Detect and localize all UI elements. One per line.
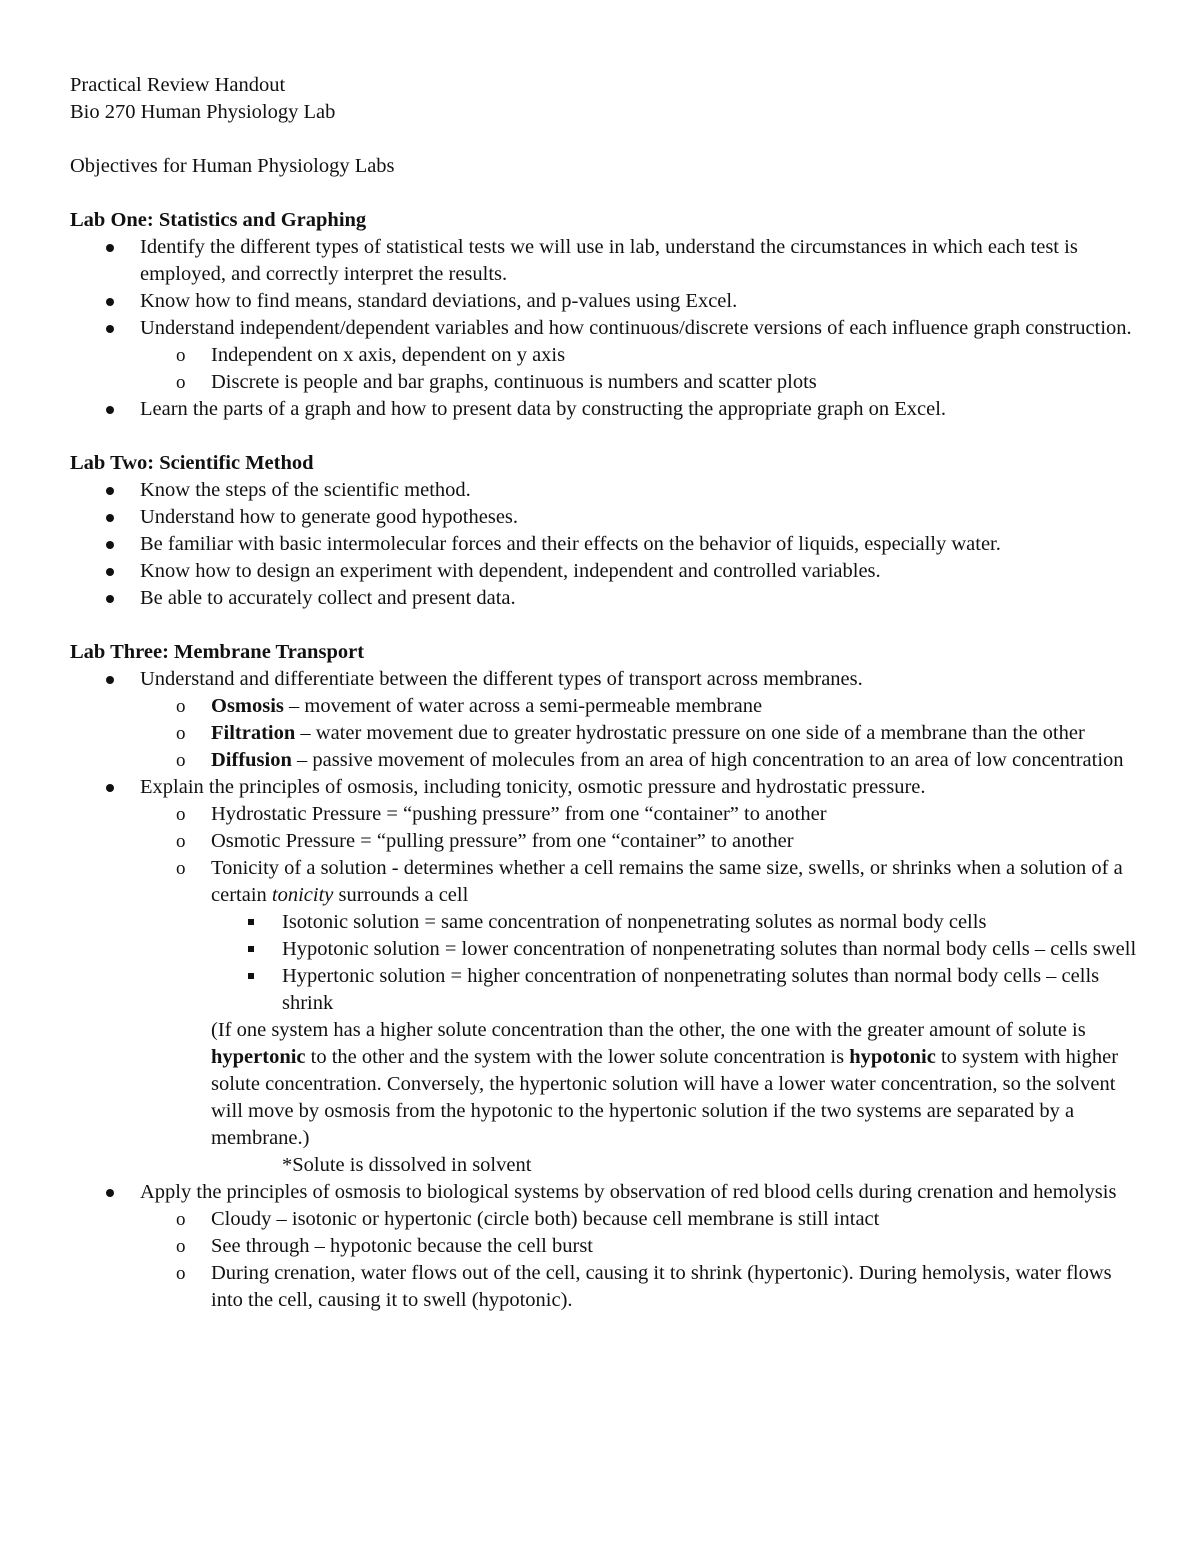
bullet-icon	[106, 244, 114, 252]
course-title: Bio 270 Human Physiology Lab	[70, 101, 336, 123]
tonicity-note: (If one system has a higher solute concentration than the other, the one with the greater amount of solute is hypertonic to the other and the system with the lower solute concentration is hypotonic to system with higher solute concentration. Conversely, the hypertonic solution will have a lower water concentration, so the solvent will move by osmosis from the hypotonic to the hypertonic solution if the two systems are separated by a membrane.)	[211, 1019, 1119, 1149]
circle-bullet-icon: o	[176, 804, 186, 825]
lab2-heading: Lab Two: Scientific Method	[70, 452, 314, 474]
list-item: o Filtration – water movement due to greater hydrostatic pressure on one side of a membrane than the other	[70, 720, 1140, 747]
list-item: Hypertonic solution = higher concentration of nonpenetrating solutes than normal body cells – cells shrink	[70, 963, 1140, 1017]
circle-bullet-icon: o	[176, 372, 186, 393]
list-item: o Independent on x axis, dependent on y axis	[70, 342, 1140, 369]
solute-note: *Solute is dissolved in solvent	[282, 1154, 532, 1176]
list-item: o Osmosis – movement of water across a semi-permeable membrane	[70, 693, 1140, 720]
lab3-list	[70, 666, 1140, 1314]
circle-bullet-icon: o	[176, 1263, 186, 1284]
list-item: Apply the principles of osmosis to biological systems by observation of red blood cells during crenation and hemolysis o Cloudy – isotonic or hypertonic (circle both) because cell membrane is still intact o See through – hypotonic because the cell burst o During crenation, water flows out of the cell, causing it to shrink (hypertonic). During hemolysis, water flows into the cell, causing it to swell (hypotonic).	[70, 1179, 1140, 1314]
square-bullet-icon	[248, 946, 254, 952]
circle-bullet-icon: o	[176, 831, 186, 852]
list-item: Hypotonic solution = lower concentration of nonpenetrating solutes than normal body cells – cells swell	[70, 936, 1140, 963]
list-item: Understand independent/dependent variables and how continuous/discrete versions of each influence graph construction. o Independent on x axis, dependent on y axis o Discrete is people and bar graphs, continuous is numbers and scatter plots	[70, 315, 1140, 396]
bullet-icon	[106, 676, 114, 684]
list-item: o Cloudy – isotonic or hypertonic (circle both) because cell membrane is still intact	[70, 1206, 1140, 1233]
bullet-icon	[106, 541, 114, 549]
list-item: Isotonic solution = same concentration of nonpenetrating solutes as normal body cells	[70, 909, 1140, 936]
list-item: o Osmotic Pressure = “pulling pressure” from one “container” to another	[70, 828, 1140, 855]
lab2-list	[70, 477, 1140, 612]
circle-bullet-icon: o	[176, 1209, 186, 1230]
document-page	[70, 72, 1140, 1314]
list-item: Know how to find means, standard deviations, and p-values using Excel.	[70, 288, 1140, 315]
list-item: Understand how to generate good hypotheses.	[70, 504, 1140, 531]
list-item: Be able to accurately collect and present data.	[70, 585, 1140, 612]
circle-bullet-icon: o	[176, 1236, 186, 1257]
bullet-icon	[106, 406, 114, 414]
bullet-icon	[106, 595, 114, 603]
list-item: Be familiar with basic intermolecular forces and their effects on the behavior of liquids, especially water.	[70, 531, 1140, 558]
list-item: o Diffusion – passive movement of molecules from an area of high concentration to an area of low concentration	[70, 747, 1140, 774]
list-item: Know the steps of the scientific method.	[70, 477, 1140, 504]
circle-bullet-icon: o	[176, 723, 186, 744]
list-item: o See through – hypotonic because the cell burst	[70, 1233, 1140, 1260]
objectives-title: Objectives for Human Physiology Labs	[70, 155, 395, 177]
list-item: o Hydrostatic Pressure = “pushing pressure” from one “container” to another	[70, 801, 1140, 828]
square-bullet-icon	[248, 973, 254, 979]
bullet-icon	[106, 568, 114, 576]
bullet-icon	[106, 298, 114, 306]
list-item: Know how to design an experiment with dependent, independent and controlled variables.	[70, 558, 1140, 585]
bullet-icon	[106, 514, 114, 522]
bullet-icon	[106, 1189, 114, 1197]
circle-bullet-icon: o	[176, 750, 186, 771]
list-item: Explain the principles of osmosis, including tonicity, osmotic pressure and hydrostatic pressure. o Hydrostatic Pressure = “pushing pressure” from one “container” to another o Osmotic Pressure = “pulling pressure” from one “container” to another o Tonicity of a solution - determines whether a cell remains the same size, swells, or shrinks when a solution of a certain tonicity surrounds a cell Isotonic solution = same concentration of nonpenetrating solutes as normal body cells Hypotonic solution = lower concentration of nonpenetrating solutes than normal body cells – cells swell Hypertonic solution = higher concentration of nonpenetrating solutes than normal body cells – cells shrink (If one system has a higher solute concentration than the other, the one with the greater amount of solute is hypertonic to the other and the system with the lower solute concentration is hypotonic to system with higher solute concentration. Conversely, the hypertonic solution will have a lower water concentration, so the solvent will move by osmosis from the hypotonic to the hypertonic solution if the two systems are separated by a membrane.) *Solute is dissolved in solvent	[70, 774, 1140, 1179]
circle-bullet-icon: o	[176, 858, 186, 879]
bullet-icon	[106, 487, 114, 495]
list-item: o Tonicity of a solution - determines whether a cell remains the same size, swells, or shrinks when a solution of a certain tonicity surrounds a cell Isotonic solution = same concentration of nonpenetrating solutes as normal body cells Hypotonic solution = lower concentration of nonpenetrating solutes than normal body cells – cells swell Hypertonic solution = higher concentration of nonpenetrating solutes than normal body cells – cells shrink (If one system has a higher solute concentration than the other, the one with the greater amount of solute is hypertonic to the other and the system with the lower solute concentration is hypotonic to system with higher solute concentration. Conversely, the hypertonic solution will have a lower water concentration, so the solvent will move by osmosis from the hypotonic to the hypertonic solution if the two systems are separated by a membrane.) *Solute is dissolved in solvent	[70, 855, 1140, 1179]
bullet-icon	[106, 784, 114, 792]
lab1-list	[70, 234, 1140, 423]
circle-bullet-icon: o	[176, 696, 186, 717]
list-item: o Discrete is people and bar graphs, continuous is numbers and scatter plots	[70, 369, 1140, 396]
doc-title: Practical Review Handout	[70, 74, 286, 96]
square-bullet-icon	[248, 919, 254, 925]
list-item: Learn the parts of a graph and how to present data by constructing the appropriate graph on Excel.	[70, 396, 1140, 423]
list-item: o During crenation, water flows out of the cell, causing it to shrink (hypertonic). During hemolysis, water flows into the cell, causing it to swell (hypotonic).	[176, 1262, 1112, 1311]
list-item: Understand and differentiate between the different types of transport across membranes. o Osmosis – movement of water across a semi-permeable membrane o Filtration – water movement due to greater hydrostatic pressure on one side of a membrane than the other o Diffusion – passive movement of molecules from an area of high concentration to an area of low concentration	[70, 666, 1140, 774]
list-item: Identify the different types of statistical tests we will use in lab, understand the circumstances in which each test is employed, and correctly interpret the results.	[70, 234, 1140, 288]
bullet-icon	[106, 325, 114, 333]
circle-bullet-icon: o	[176, 345, 186, 366]
lab1-heading: Lab One: Statistics and Graphing	[70, 209, 367, 231]
lab3-heading: Lab Three: Membrane Transport	[70, 641, 365, 663]
